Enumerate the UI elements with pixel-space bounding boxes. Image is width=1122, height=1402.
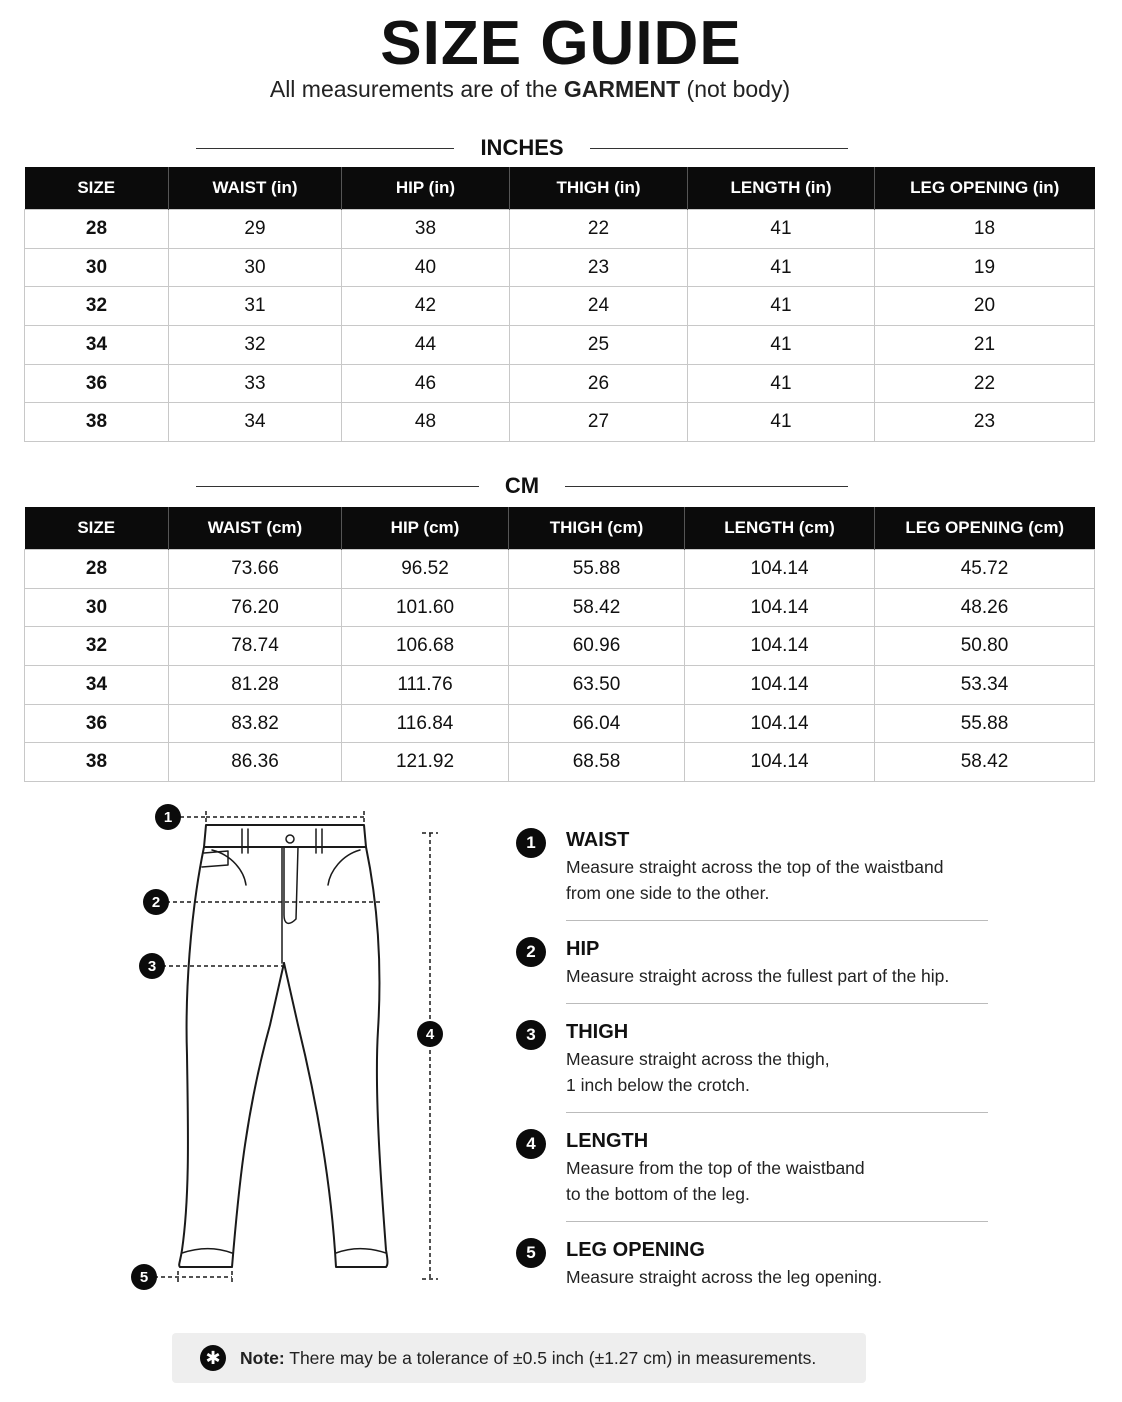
measurement-cell: 22 (510, 210, 688, 249)
subtitle-suffix: (not body) (680, 76, 791, 102)
cm-label: CM (504, 473, 540, 498)
size-cell: 32 (25, 627, 169, 666)
note-text (240, 1348, 816, 1369)
number-4-icon: 4 (516, 1129, 546, 1159)
subtitle-text: All measurements are of the (269, 76, 564, 102)
asterisk-icon: ✱ (200, 1345, 226, 1371)
column-header: HIP (cm) (342, 507, 509, 550)
table-row (25, 287, 1095, 326)
hem-lines (182, 1249, 386, 1254)
column-header: HIP (in) (342, 167, 510, 210)
measurement-guide-list (516, 826, 988, 1290)
marker-3-icon (139, 953, 165, 979)
marker-4-icon (417, 1021, 443, 1047)
measurement-cell: 19 (875, 248, 1095, 287)
measurement-cell: 60.96 (509, 627, 685, 666)
size-cell: 36 (25, 364, 169, 403)
size-cell: 28 (25, 550, 169, 589)
measurement-cell: 66.04 (509, 704, 685, 743)
measurement-cell: 55.88 (509, 550, 685, 589)
table-row (25, 704, 1095, 743)
size-cell: 38 (25, 403, 169, 442)
measurement-cell: 41 (688, 287, 875, 326)
right-pocket-outline (328, 850, 360, 885)
measurement-cell: 68.58 (509, 743, 685, 782)
length-guide-line (422, 833, 438, 1279)
measurement-cell: 50.80 (875, 627, 1095, 666)
measurement-cell: 55.88 (875, 704, 1095, 743)
guide-item-hip (516, 935, 988, 989)
number-5-icon: 5 (516, 1238, 546, 1268)
measurement-cell: 27 (510, 403, 688, 442)
measurement-cell: 38 (342, 210, 510, 249)
table-row (25, 666, 1095, 705)
marker-2-icon (143, 889, 169, 915)
measurement-cell: 116.84 (342, 704, 509, 743)
guide-line: to the bottom of the leg. (566, 1184, 750, 1204)
size-cell: 34 (25, 666, 169, 705)
measurement-cell: 121.92 (342, 743, 509, 782)
table-header-row (25, 507, 1095, 550)
coin-pocket (202, 851, 228, 867)
guide-line: Measure from the top of the waistband (566, 1158, 865, 1178)
measurement-cell: 33 (169, 364, 342, 403)
measurement-cell: 23 (510, 248, 688, 287)
cm-section-label (196, 471, 848, 501)
size-cell: 36 (25, 704, 169, 743)
number-3-icon: 3 (516, 1020, 546, 1050)
table-row (25, 364, 1095, 403)
measurement-cell: 76.20 (169, 588, 342, 627)
measurement-cell: 58.42 (875, 743, 1095, 782)
measurement-cell: 29 (169, 210, 342, 249)
size-cell: 28 (25, 210, 169, 249)
divider-line (590, 148, 848, 149)
measurement-cell: 48 (342, 403, 510, 442)
divider-line (196, 148, 454, 149)
measurement-cell: 111.76 (342, 666, 509, 705)
guide-item-leg-opening (516, 1236, 988, 1290)
guide-line: Measure straight across the top of the waistband (566, 857, 944, 877)
measurement-cell: 41 (688, 210, 875, 249)
measurement-cell: 44 (342, 326, 510, 365)
measurement-cell: 101.60 (342, 588, 509, 627)
measurement-cell: 81.28 (169, 666, 342, 705)
column-header: LEG OPENING (in) (875, 167, 1095, 210)
column-header: THIGH (in) (510, 167, 688, 210)
left-pocket-outline (212, 850, 246, 885)
measurement-cell: 73.66 (169, 550, 342, 589)
left-leg-outline (179, 847, 284, 1267)
measurement-cell: 104.14 (685, 743, 875, 782)
column-header: THIGH (cm) (509, 507, 685, 550)
column-header: SIZE (25, 507, 169, 550)
measurement-cell: 41 (688, 364, 875, 403)
guide-title: LENGTH (566, 1130, 649, 1152)
column-header: WAIST (in) (169, 167, 342, 210)
svg-text:4: 4 (425, 1026, 435, 1043)
column-header: SIZE (25, 167, 169, 210)
guide-line: 1 inch below the crotch. (566, 1075, 750, 1095)
guide-title: WAIST (566, 829, 630, 851)
column-header: WAIST (cm) (169, 507, 342, 550)
measurement-cell: 25 (510, 326, 688, 365)
guide-item-length (516, 1127, 988, 1207)
measurement-cell: 106.68 (342, 627, 509, 666)
guide-line: Measure straight across the leg opening. (566, 1267, 883, 1287)
measurement-cell: 58.42 (509, 588, 685, 627)
table-row (25, 403, 1095, 442)
cm-size-table (24, 507, 1095, 782)
measurement-cell: 104.14 (685, 550, 875, 589)
marker-1-icon (155, 804, 181, 830)
page-subtitle (0, 76, 1060, 103)
svg-text:2: 2 (151, 894, 161, 911)
inches-label: INCHES (480, 135, 564, 160)
guide-line: Measure straight across the fullest part of the hip. (566, 966, 950, 986)
measurement-cell: 83.82 (169, 704, 342, 743)
column-header: LENGTH (cm) (685, 507, 875, 550)
measurement-cell: 41 (688, 403, 875, 442)
guide-line: from one side to the other. (566, 883, 770, 903)
jeans-measurement-diagram (120, 795, 460, 1295)
measurement-cell: 104.14 (685, 704, 875, 743)
column-header: LENGTH (in) (688, 167, 875, 210)
inches-size-table (24, 167, 1095, 442)
measurement-cell: 63.50 (509, 666, 685, 705)
measurement-cell: 53.34 (875, 666, 1095, 705)
size-cell: 32 (25, 287, 169, 326)
button-icon (286, 835, 294, 843)
measurement-cell: 32 (169, 326, 342, 365)
table-row (25, 588, 1095, 627)
svg-text:5: 5 (139, 1269, 149, 1286)
leg-opening-guide-line (154, 1271, 232, 1283)
waistband-outline (204, 825, 366, 847)
measurement-cell: 26 (510, 364, 688, 403)
divider-line (565, 486, 848, 487)
measurement-cell: 41 (688, 248, 875, 287)
guide-divider (566, 920, 988, 921)
guide-title: HIP (566, 938, 600, 960)
table-header-row (25, 167, 1095, 210)
measurement-cell: 31 (169, 287, 342, 326)
guide-divider (566, 1221, 988, 1222)
number-2-icon: 2 (516, 937, 546, 967)
table-row (25, 627, 1095, 666)
size-cell: 30 (25, 588, 169, 627)
size-cell: 30 (25, 248, 169, 287)
guide-title: THIGH (566, 1021, 629, 1043)
table-row (25, 326, 1095, 365)
measurement-cell: 104.14 (685, 627, 875, 666)
measurement-cell: 78.74 (169, 627, 342, 666)
guide-divider (566, 1003, 988, 1004)
measurement-cell: 46 (342, 364, 510, 403)
note-body: There may be a tolerance of ±0.5 inch (±1.27 cm) in measurements. (284, 1347, 817, 1368)
inches-section-label (196, 133, 848, 163)
measurement-cell: 22 (875, 364, 1095, 403)
measurement-cell: 48.26 (875, 588, 1095, 627)
measurement-cell: 40 (342, 248, 510, 287)
measurement-cell: 96.52 (342, 550, 509, 589)
waist-guide-line (166, 811, 364, 823)
tolerance-note (172, 1333, 866, 1383)
measurement-cell: 24 (510, 287, 688, 326)
svg-text:3: 3 (147, 958, 157, 975)
measurement-cell: 20 (875, 287, 1095, 326)
divider-line (196, 486, 479, 487)
measurement-cell: 30 (169, 248, 342, 287)
size-cell: 34 (25, 326, 169, 365)
marker-5-icon (131, 1264, 157, 1290)
size-cell: 38 (25, 743, 169, 782)
fly-stitch (284, 847, 298, 923)
note-label: Note: (240, 1347, 285, 1368)
page-title: SIZE GUIDE (380, 9, 742, 78)
measurement-cell: 23 (875, 403, 1095, 442)
measurement-cell: 41 (688, 326, 875, 365)
measurement-cell: 34 (169, 403, 342, 442)
guide-title: LEG OPENING (566, 1239, 705, 1261)
measurement-cell: 18 (875, 210, 1095, 249)
table-row (25, 210, 1095, 249)
measurement-cell: 104.14 (685, 588, 875, 627)
table-row (25, 550, 1095, 589)
guide-divider (566, 1112, 988, 1113)
table-row (25, 248, 1095, 287)
right-leg-outline (284, 847, 388, 1267)
guide-line: Measure straight across the thigh, (566, 1049, 830, 1069)
measurement-cell: 42 (342, 287, 510, 326)
number-1-icon: 1 (516, 828, 546, 858)
column-header: LEG OPENING (cm) (875, 507, 1095, 550)
guide-item-waist (516, 826, 988, 906)
svg-text:1: 1 (163, 809, 173, 826)
table-row (25, 743, 1095, 782)
measurement-cell: 21 (875, 326, 1095, 365)
guide-item-thigh (516, 1018, 988, 1098)
measurement-cell: 86.36 (169, 743, 342, 782)
subtitle-emphasis: GARMENT (563, 76, 681, 102)
measurement-cell: 104.14 (685, 666, 875, 705)
measurement-cell: 45.72 (875, 550, 1095, 589)
